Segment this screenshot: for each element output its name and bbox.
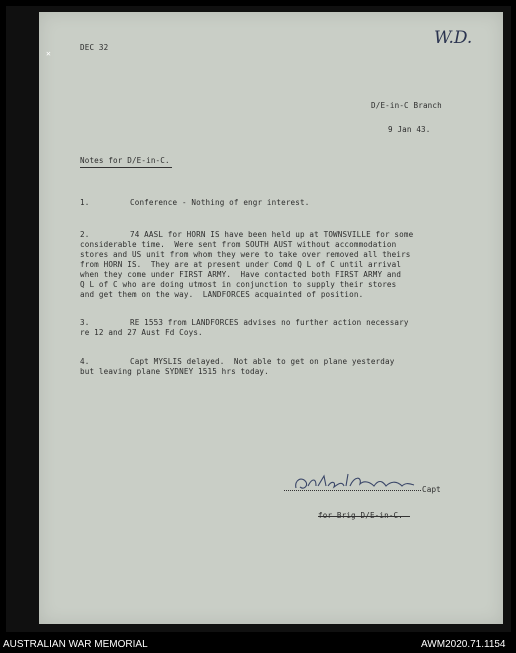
heading-underline	[80, 167, 172, 168]
footer-accession-number: AWM2020.71.1154	[421, 639, 506, 650]
paragraph-4-line: Capt MYSLIS delayed. Not able to get on plane yesterday	[130, 357, 395, 366]
paragraph-2-line: Q L of C who are doing utmost in conjunction to supply their stores	[80, 280, 397, 289]
date-line: 9 Jan 43.	[388, 125, 431, 134]
signature-line	[284, 490, 421, 491]
branch-line: D/E-in-C Branch	[371, 101, 442, 110]
for-line-strikethrough	[318, 516, 410, 517]
paragraph-4-line: but leaving plane SYDNEY 1515 hrs today.	[80, 367, 269, 376]
paragraph-3-line: RE 1553 from LANDFORCES advises no further action necessary	[130, 318, 409, 327]
paragraph-2-line: when they come under FIRST ARMY. Have contacted both FIRST ARMY and	[80, 270, 402, 279]
paragraph-2-line: and get them on the way. LANDFORCES acquainted of position.	[80, 290, 364, 299]
signature-rank: Capt	[422, 485, 441, 494]
paragraph-1-number: 1.	[80, 198, 90, 207]
paragraph-2-line: from HORN IS. They are at present under Comd Q L of C until arrival	[80, 260, 402, 269]
notes-heading: Notes for D/E-in-C.	[80, 156, 170, 165]
handwritten-mark: W.D.	[434, 28, 473, 48]
paragraph-1-line: Conference - Nothing of engr interest.	[130, 198, 310, 207]
paragraph-2-line: considerable time. Were sent from SOUTH AUST without accommodation	[80, 240, 397, 249]
paragraph-3-line: re 12 and 27 Aust Fd Coys.	[80, 328, 203, 337]
paragraph-2-line: stores and US unit from whom they were to take over removed all theirs	[80, 250, 411, 259]
paragraph-2-number: 2.	[80, 230, 90, 239]
paragraph-3-number: 3.	[80, 318, 90, 327]
paragraph-2-line: 74 AASL for HORN IS have been held up at TOWNSVILLE for some	[130, 230, 414, 239]
reference-code: DEC 32	[80, 43, 109, 52]
paragraph-4-number: 4.	[80, 357, 90, 366]
footer-institution: AUSTRALIAN WAR MEMORIAL	[3, 639, 148, 650]
corner-mark: ✕	[46, 49, 51, 58]
